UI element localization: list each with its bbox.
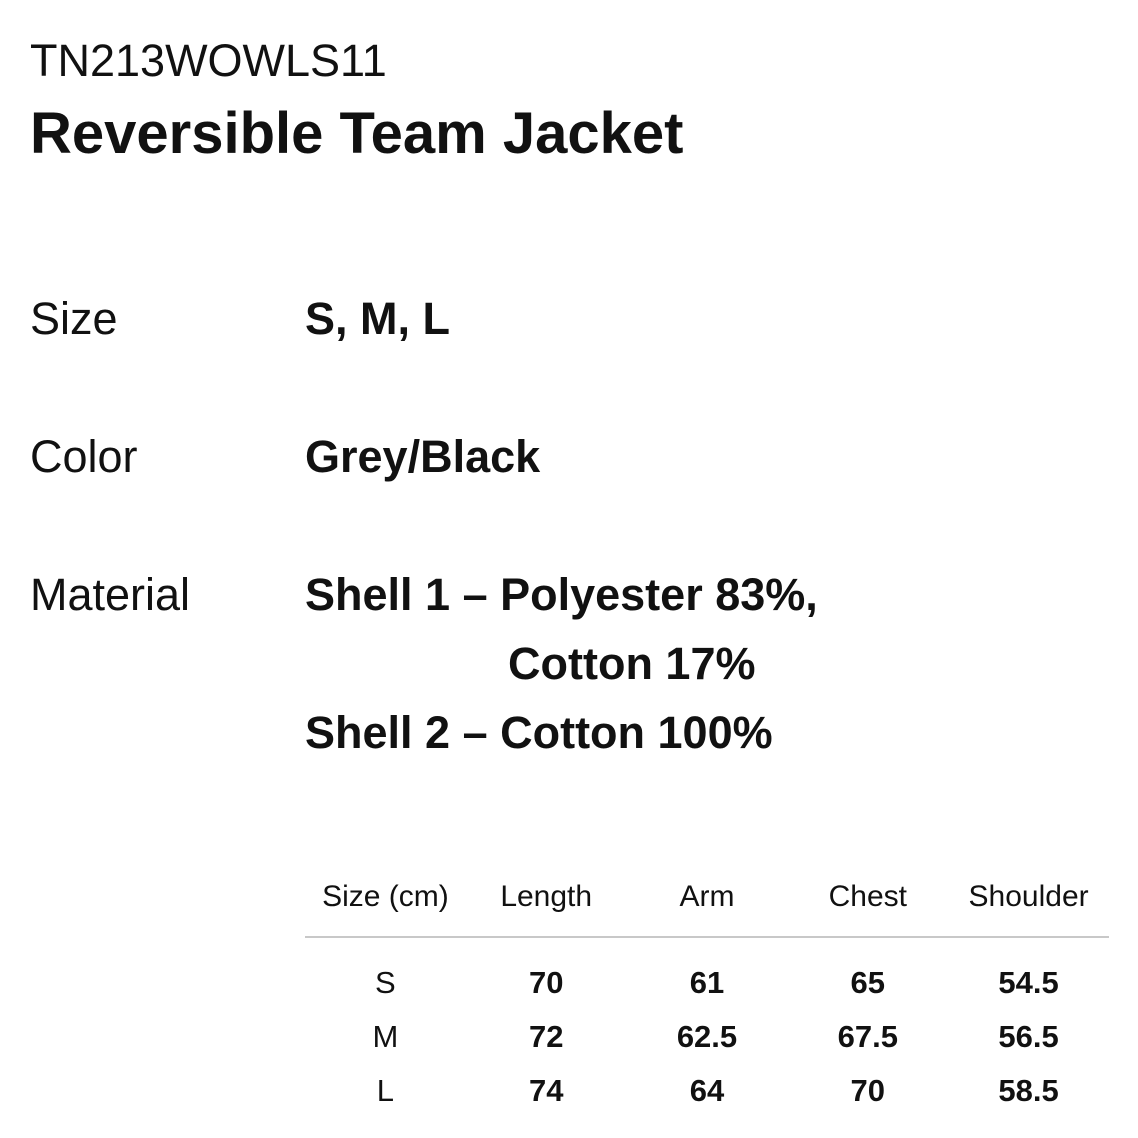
size-label: Size [30, 293, 118, 344]
color-label: Color [30, 431, 138, 482]
table-cell-arm: 64 [689, 1073, 725, 1108]
column-header-size: Size (cm) [305, 872, 466, 937]
column-header-chest: Chest [787, 872, 948, 937]
material-label: Material [30, 569, 191, 620]
table-cell-chest: 65 [850, 965, 886, 1000]
table-cell-length: 70 [528, 965, 564, 1000]
table-cell-chest: 67.5 [837, 1019, 898, 1054]
table-cell-length: 74 [528, 1073, 564, 1108]
material-line-1: Shell 1 – Polyester 83%, [305, 569, 818, 620]
size-chart-table [305, 872, 1109, 1118]
table-row [305, 937, 1109, 1010]
color-value: Grey/Black [305, 431, 541, 482]
table-cell-size: M [372, 1019, 399, 1054]
table-cell-shoulder: 54.5 [998, 965, 1059, 1000]
table-cell-arm: 61 [689, 965, 725, 1000]
table-cell-shoulder: 58.5 [998, 1073, 1059, 1108]
table-cell-size: L [376, 1073, 395, 1108]
table-row [305, 1064, 1109, 1118]
column-header-shoulder: Shoulder [948, 872, 1109, 937]
table-cell-shoulder: 56.5 [998, 1019, 1059, 1054]
table-cell-size: S [375, 965, 396, 1000]
product-code: TN213WOWLS11 [30, 35, 387, 86]
column-header-arm: Arm [627, 872, 788, 937]
table-cell-chest: 70 [850, 1073, 886, 1108]
material-line-2: Cotton 17% [508, 638, 756, 689]
size-value: S, M, L [305, 293, 450, 344]
table-cell-length: 72 [528, 1019, 564, 1054]
table-row [305, 1010, 1109, 1064]
table-cell-arm: 62.5 [676, 1019, 738, 1054]
size-chart-header-row [305, 872, 1109, 937]
material-line-3: Shell 2 – Cotton 100% [305, 707, 773, 758]
product-title: Reversible Team Jacket [30, 101, 684, 166]
column-header-length: Length [466, 872, 627, 937]
